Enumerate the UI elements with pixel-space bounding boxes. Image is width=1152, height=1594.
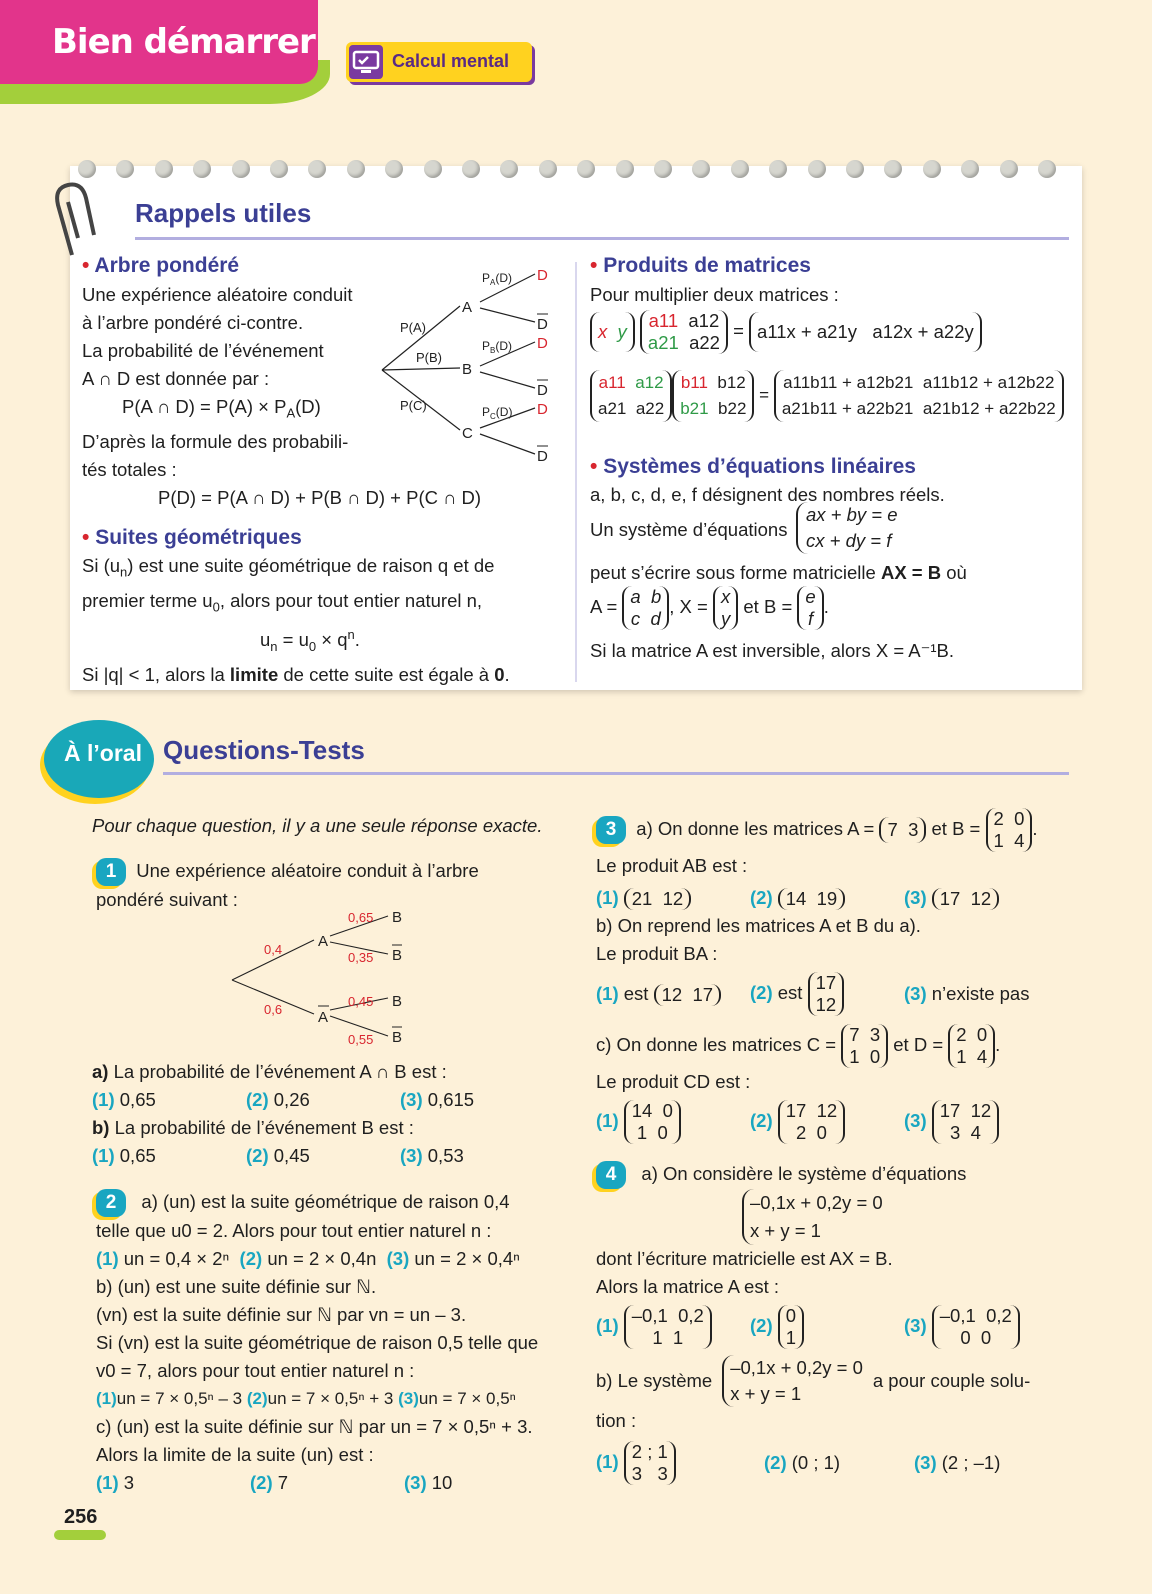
arbre-text: Une expérience aléatoire conduit à l’arbre pondéré ci-contre. La probabilité de l’événement A ∩ D est donnée par : P(A ∩ $D) = P(A) \times P_A(D)$ D’après la formule des probabili- tés totales : P(D) = P(A ∩ D) + P(B ∩ D) + P(C ∩ D) xyxy=(82,284,482,508)
page-title: Bien démarrer xyxy=(52,22,315,62)
svg-text:PC(D): $P_C(D)$ xyxy=(482,405,513,421)
systemes-l3: peut s’écrire sous forme matricielle AX = B où xyxy=(590,562,967,583)
svg-text:D: D xyxy=(537,448,548,465)
suites-heading: • Suites géométriques xyxy=(82,526,302,549)
svg-text:0,6: 0,6 xyxy=(264,1002,283,1017)
svg-text:B: B xyxy=(392,909,403,926)
svg-text:P(B): P(B) xyxy=(416,350,442,365)
notebook-ring xyxy=(1038,160,1056,178)
questions-tests-underline xyxy=(163,772,1069,775)
question-number: 3 xyxy=(596,816,626,844)
page-number: 256 xyxy=(64,1506,98,1528)
notebook-ring xyxy=(78,160,96,178)
svg-text:C: C xyxy=(462,425,473,442)
questions-tests-title: Questions-Tests xyxy=(163,735,365,765)
oral-badge-label: À l’oral xyxy=(64,740,142,766)
notebook-ring xyxy=(616,160,634,178)
question-3: 3 a) On donne les matrices A = 7 3 et B = 2 0 1 4. Le produit AB est : (1) 21 12 (2) 14 19 (3) 17 12 b) On reprend les matrices A et B du a). Le produit BA : (1) est 12 17 (2) est 17 12 (3) n’existe pas c) On donne les matrices C = 7 3 1 0 et D = 2 0 1 4. Le produit CD est : (1) 14 0 1 0 (2) 17 12 2 0 (3) 17 12 3 4 xyxy=(596,808,1038,1143)
column-divider xyxy=(575,262,577,682)
notebook-ring xyxy=(155,160,173,178)
notebook-ring xyxy=(846,160,864,178)
rappels-title: Rappels utiles xyxy=(135,198,312,228)
systemes-l2: Un système d’équations xyxy=(590,519,788,540)
systemes-heading: • Systèmes d’équations linéaires xyxy=(590,455,916,478)
notebook-ring xyxy=(923,160,941,178)
svg-text:B: B xyxy=(462,361,473,378)
systemes-l4: Si la matrice A est inversible, alors X = A⁻¹B. xyxy=(590,640,954,661)
svg-text:0,4: 0,4 xyxy=(264,942,283,957)
svg-text:0,35: 0,35 xyxy=(348,950,374,965)
notebook-ring xyxy=(424,160,442,178)
weighted-tree-q1 xyxy=(230,906,420,1052)
svg-text:D: D xyxy=(537,382,548,399)
svg-text:D: D xyxy=(537,335,548,352)
svg-text:D: D xyxy=(537,401,548,418)
product-matrix: a11 a12 a21 a22b11 b12 b21 b22 = a11b11 + a12b21 a11b12 + a12b22 a21b11 + a22b21 a21b12 + a22b22 xyxy=(590,370,1064,422)
question-number: 1 xyxy=(96,858,126,886)
system-equations: ax + by = e cx + dy = f xyxy=(796,502,898,554)
weighted-tree-rappels xyxy=(380,262,560,472)
calcul-mental-label: Calcul mental xyxy=(392,51,510,71)
svg-text:0,55: 0,55 xyxy=(348,1032,374,1047)
question-number: 2 xyxy=(96,1189,126,1217)
monitor-check-icon xyxy=(349,45,383,79)
svg-text:P(C): P(C) xyxy=(400,398,427,413)
notebook-ring xyxy=(270,160,288,178)
svg-text:B: B xyxy=(392,947,403,964)
question-4: 4 a) On considère le système d’équations –0,1x + 0,2y = 0 x + y = 1 dont l’écriture matricielle est AX = B. Alors la matrice A est : (1) –0,1 0,2 1 1 (2) 0 1 (3) –0,1 0,2 0 0 b) Le système –0,1x + 0,2y = 0 x + y = 1 a pour couple solu- tion : (1) 2 ; 1 3 3 (2) (0 ; 1) (3) (2 ; –1) xyxy=(596,1163,1031,1484)
svg-text:PA(D): $P_A(D)$ xyxy=(482,271,513,287)
question-number: 4 xyxy=(596,1161,626,1189)
question-1-parts: a) La probabilité de l’événement A ∩ B est : (1) 0,65 (2) 0,26 (3) 0,615 b) La probabilité de l’événement B est : (1) 0,65 (2) 0,45 (3) 0,53 xyxy=(92,1061,475,1166)
suites-text: Si $(u_n)$ est une suite géométrique de raison q et de premier terme $u_0$, alors pour tout entier naturel n, $u_n = u_0 \times q^n$. Si |q| < 1, alors la limite de cette suite est égale à 0. xyxy=(82,555,510,686)
svg-text:B: B xyxy=(392,1029,403,1046)
paperclip-icon xyxy=(50,180,100,265)
notebook-ring xyxy=(539,160,557,178)
rappels-underline xyxy=(135,237,1069,240)
notebook-ring xyxy=(731,160,749,178)
svg-text:0,65: 0,65 xyxy=(348,910,374,925)
svg-text:B: B xyxy=(392,993,403,1010)
notebook-ring xyxy=(1000,160,1018,178)
svg-text:D: D xyxy=(537,316,548,333)
produits-intro: Pour multiplier deux matrices : xyxy=(590,284,839,305)
svg-text:0,45: 0,45 xyxy=(348,994,374,1009)
notebook-ring xyxy=(462,160,480,178)
question-1: 1 Une expérience aléatoire conduit à l’arbre pondéré suivant : xyxy=(96,860,479,910)
svg-text:P(A): P(A) xyxy=(400,320,426,335)
questions-intro: Pour chaque question, il y a une seule réponse exacte. xyxy=(92,815,543,836)
produits-heading: • Produits de matrices xyxy=(590,254,811,277)
systemes-matrices: A = a b c d, X = x y et B = e f. xyxy=(590,586,829,629)
page-number-underline xyxy=(54,1530,106,1540)
question-2: 2 a) (un) est la suite géométrique de raison 0,4 telle que u0 = 2. Alors pour tout entier naturel n : (1) un = 0,4 × 2ⁿ (2) un = 2 × 0,4n (3) un = 2 × 0,4ⁿ b) (un) est une suite définie sur ℕ. (vn) est la suite définie sur ℕ par vn = un – 3. Si (vn) est la suite géométrique de raison 0,5 telle que v0 = 7, alors pour tout entier naturel n : (1)un = 7 × 0,5ⁿ – 3 (2)un = 7 × 0,5ⁿ + 3 (3)un = 7 × 0,5ⁿ c) (un) est la suite définie sur ℕ par un = 7 × 0,5ⁿ + 3. Alors la limite de la suite (un) est : (1) 3 (2) 7 (3) 10 xyxy=(96,1191,539,1493)
notebook-ring xyxy=(654,160,672,178)
notebook-ring xyxy=(232,160,250,178)
notebook-ring xyxy=(347,160,365,178)
svg-text:A: A xyxy=(462,299,473,316)
svg-text:D: D xyxy=(537,267,548,284)
svg-text:A: A xyxy=(318,933,329,950)
svg-text:A: A xyxy=(318,1009,329,1026)
systemes-l1: a, b, c, d, e, f désignent des nombres réels. xyxy=(590,484,945,505)
svg-text:PB(D): $P_B(D)$ xyxy=(482,339,513,355)
arbre-heading: • Arbre pondéré xyxy=(82,254,240,277)
product-row-vector: x y a11 a12 a21 a22 = a11x + a21y a12x + a22y xyxy=(590,310,982,354)
notebook-ring xyxy=(808,160,826,178)
